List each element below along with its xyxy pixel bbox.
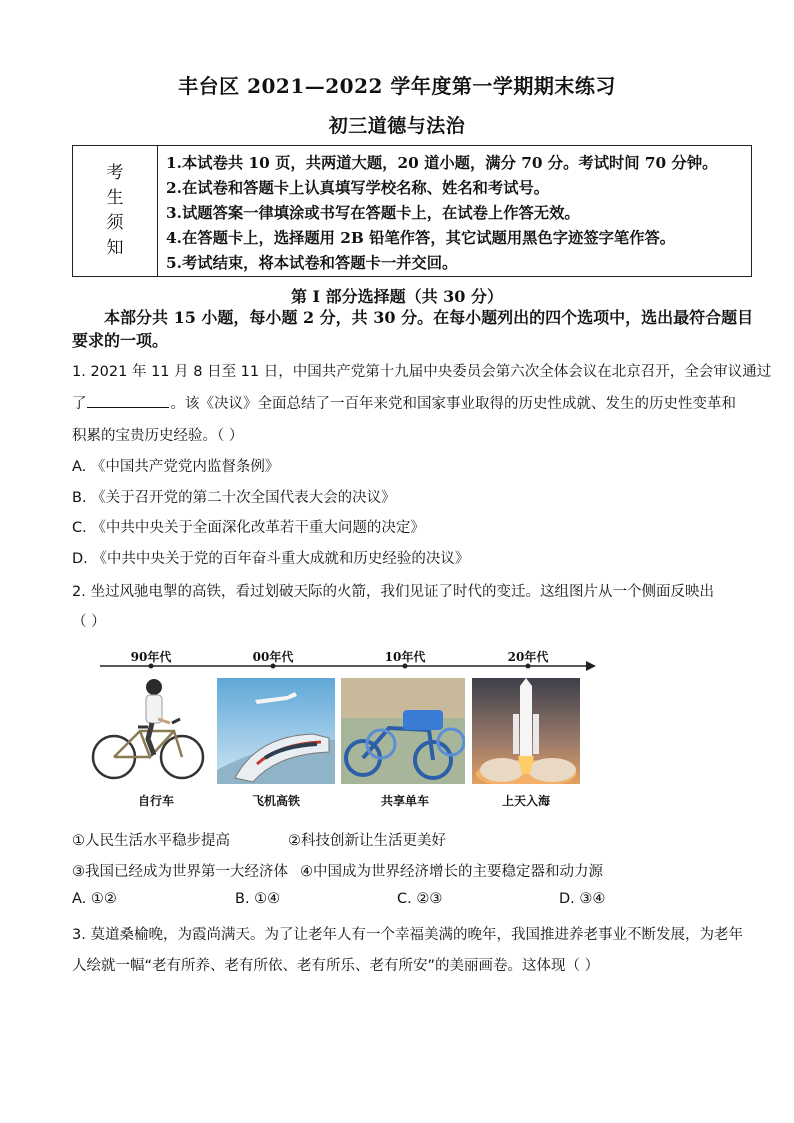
q2-stem-line: （ ） (72, 614, 106, 630)
notice-label (73, 146, 158, 276)
q2-option-d: D. ③④ (559, 891, 606, 907)
rocket-picture (472, 678, 580, 784)
exam-title: 丰台区 2021—2022 学年度第一学期期末练习 (178, 74, 616, 98)
q2-statement: ③我国已经成为世界第一大经济体 (72, 864, 288, 880)
q1-stem-line (72, 392, 736, 413)
q3-stem-line: 人绘就一幅“老有所养、老有所依、老有所乐、老有所安”的美丽画卷。这体现（ ） (72, 958, 600, 974)
plane-train-picture (217, 678, 335, 784)
q1-stem-line: 积累的宝贵历史经验。（ ） (72, 428, 244, 444)
exam-subject: 初三道德与法治 (328, 115, 466, 137)
q2-option-b: B. ①④ (235, 891, 281, 907)
picture-caption: 上天入海 (501, 794, 551, 808)
q2-statement: ④中国成为世界经济增长的主要稳定器和动力源 (300, 864, 603, 880)
q1-option-a: A. 《中国共产党党内监督条例》 (72, 459, 280, 475)
q1-option-b: B. 《关于召开党的第二十次全国代表大会的决议》 (72, 490, 396, 506)
section-heading: 第 I 部分选择题（共 30 分） (290, 287, 504, 306)
q1-stem-prefix: 了 (72, 396, 87, 412)
notice-label-char: 生 (106, 188, 124, 208)
shared-bike-picture (341, 678, 465, 784)
q1-option-d: D. 《中共中央关于党的百年奋斗重大成就和历史经验的决议》 (72, 551, 470, 567)
notice-label-char: 考 (106, 163, 124, 183)
picture-caption: 自行车 (137, 794, 175, 808)
q2-option-a: A. ①② (72, 891, 117, 907)
exam-notice-table (72, 145, 752, 277)
notice-item: 3.试题答案一律填涂或书写在答题卡上，在试卷上作答无效。 (166, 204, 580, 222)
q2-option-c: C. ②③ (397, 891, 443, 907)
q2-stem-line: 2. 坐过风驰电掣的高铁，看过划破天际的火箭，我们见证了时代的变迁。这组图片从一个侧面反映出 (72, 584, 714, 600)
timeline-axis (100, 660, 596, 676)
timeline-label: 00年代 (252, 650, 294, 664)
q3-stem-line: 3. 莫道桑榆晚，为霞尚满天。为了让老年人有一个幸福美满的晚年，我国推进养老事业不断发展，为老年 (72, 927, 743, 943)
q1-option-c: C. 《中共中央关于全面深化改革若干重大问题的决定》 (72, 520, 425, 536)
timeline-label: 20年代 (507, 650, 549, 664)
q1-stem-line: 1. 2021 年 11 月 8 日至 11 日，中国共产党第十九届中央委员会第六次全体会议在北京召开，全会审议通过 (72, 364, 772, 380)
q2-statement: ①人民生活水平稳步提高 (72, 833, 230, 849)
timeline-label: 90年代 (130, 650, 172, 664)
notice-item: 5.考试结束，将本试卷和答题卡一并交回。 (166, 254, 458, 272)
picture-caption: 共享单车 (380, 794, 430, 808)
notice-label-char: 须 (106, 213, 124, 233)
q1-stem-suffix: 。该《决议》全面总结了一百年来党和国家事业取得的历史性成就、发生的历史性变革和 (170, 396, 736, 412)
notice-label-char: 知 (106, 238, 124, 258)
notice-item: 2.在试卷和答题卡上认真填写学校名称、姓名和考试号。 (166, 179, 550, 197)
notice-item: 4.在答题卡上，选择题用 2B 铅笔作答，其它试题用黑色字迹签字笔作答。 (166, 229, 676, 247)
picture-caption: 飞机高铁 (251, 794, 301, 808)
timeline-label: 10年代 (384, 650, 426, 664)
notice-item: 1.本试卷共 10 页，共两道大题，20 道小题，满分 70 分。考试时间 70 分钟。 (166, 154, 718, 172)
bicycle-picture (88, 675, 208, 785)
section-intro: 本部分共 15 小题，每小题 2 分，共 30 分。在每小题列出的四个选项中，选出最符合题目要求的一项。 (72, 308, 754, 350)
notice-items (158, 146, 751, 276)
answer-blank (87, 394, 169, 408)
q2-statement: ②科技创新让生活更美好 (288, 833, 446, 849)
